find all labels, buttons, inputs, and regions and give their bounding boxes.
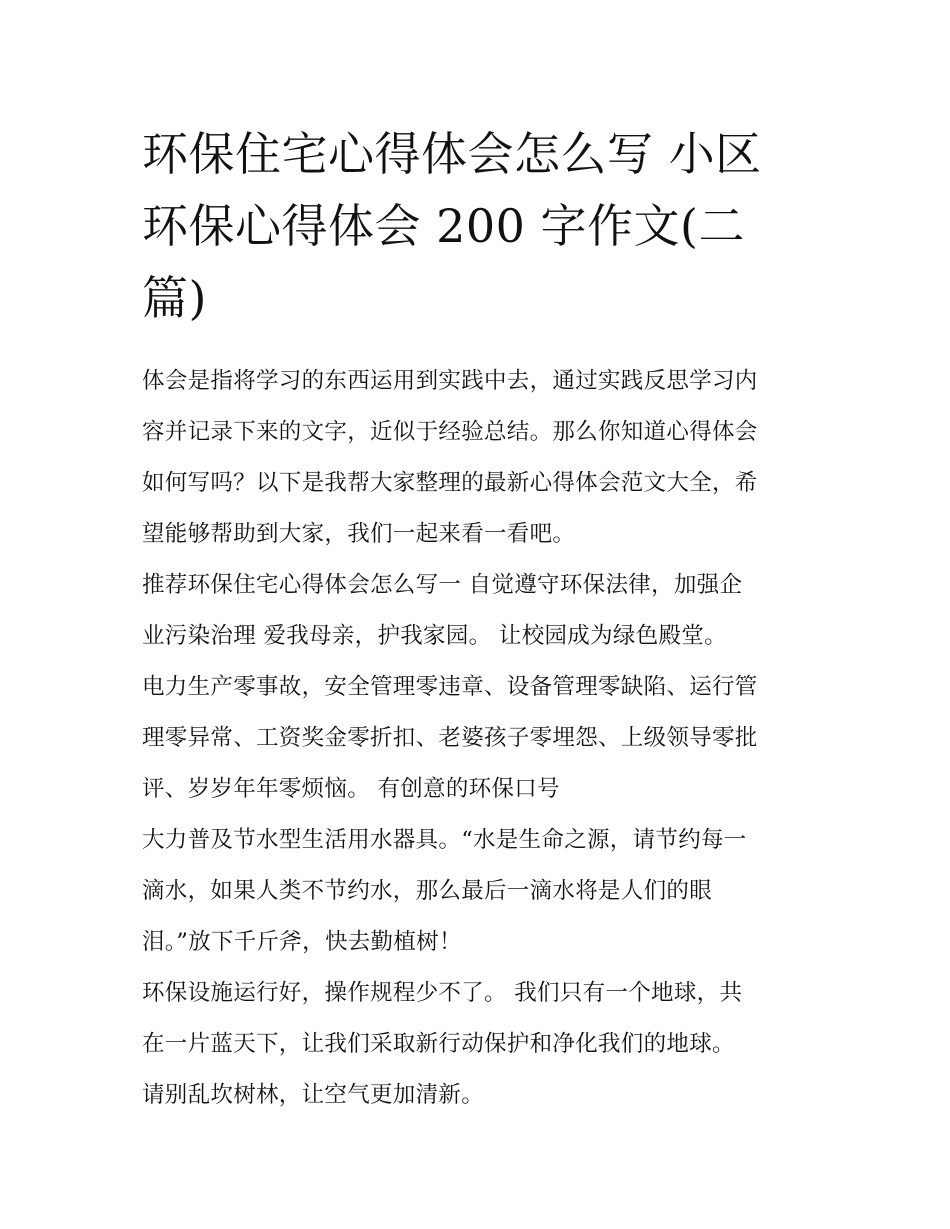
document-body xyxy=(142,356,814,1121)
text-line: 大力普及节水型生活用水器具。“水是生命之源，请节约每一 xyxy=(142,827,747,853)
text-line: 滴水，如果人类不节约水，那么最后一滴水将是人们的眼 xyxy=(142,878,713,904)
text-line: 业污染治理 爱我母亲，护我家园。 让校园成为绿色殿堂。 xyxy=(142,623,727,649)
title-line: 环保住宅心得体会怎么写 小区 xyxy=(142,127,762,181)
paragraph-intro xyxy=(142,356,814,560)
text-line: 容并记录下来的文字，近似于经验总结。那么你知道心得体会 xyxy=(142,419,758,445)
title-line: 环保心得体会 200 字作文(二 xyxy=(142,199,745,253)
paragraph-recommend xyxy=(142,560,814,662)
text-line: 体会是指将学习的东西运用到实践中去，通过实践反思学习内 xyxy=(142,368,758,394)
document-title xyxy=(142,118,814,334)
paragraph-water-saving xyxy=(142,815,814,968)
text-line: 请别乱坎树林，让空气更加清新。 xyxy=(142,1082,485,1108)
paragraph-earth xyxy=(142,968,814,1121)
text-line: 电力生产零事故，安全管理零违章、设备管理零缺陷、运行管 xyxy=(142,674,758,700)
text-line: 环保设施运行好，操作规程少不了。 我们只有一个地球，共 xyxy=(142,980,743,1006)
document-page xyxy=(142,118,814,1121)
text-line: 评、岁岁年年零烦恼。 有创意的环保口号 xyxy=(142,776,560,802)
paragraph-power-safety xyxy=(142,662,814,815)
text-line: 如何写吗？以下是我帮大家整理的最新心得体会范文大全，希 xyxy=(142,470,758,496)
text-line: 望能够帮助到大家，我们一起来看一看吧。 xyxy=(142,521,576,547)
text-line: 理零异常、工资奖金零折扣、老婆孩子零埋怨、上级领导零批 xyxy=(142,725,758,751)
text-line: 推荐环保住宅心得体会怎么写一 自觉遵守环保法律，加强企 xyxy=(142,572,743,598)
text-line: 泪。”放下千斤斧，快去勤植树！ xyxy=(142,929,462,955)
text-line: 在一片蓝天下，让我们采取新行动保护和净化我们的地球。 xyxy=(142,1031,735,1057)
title-line: 篇) xyxy=(142,271,207,325)
